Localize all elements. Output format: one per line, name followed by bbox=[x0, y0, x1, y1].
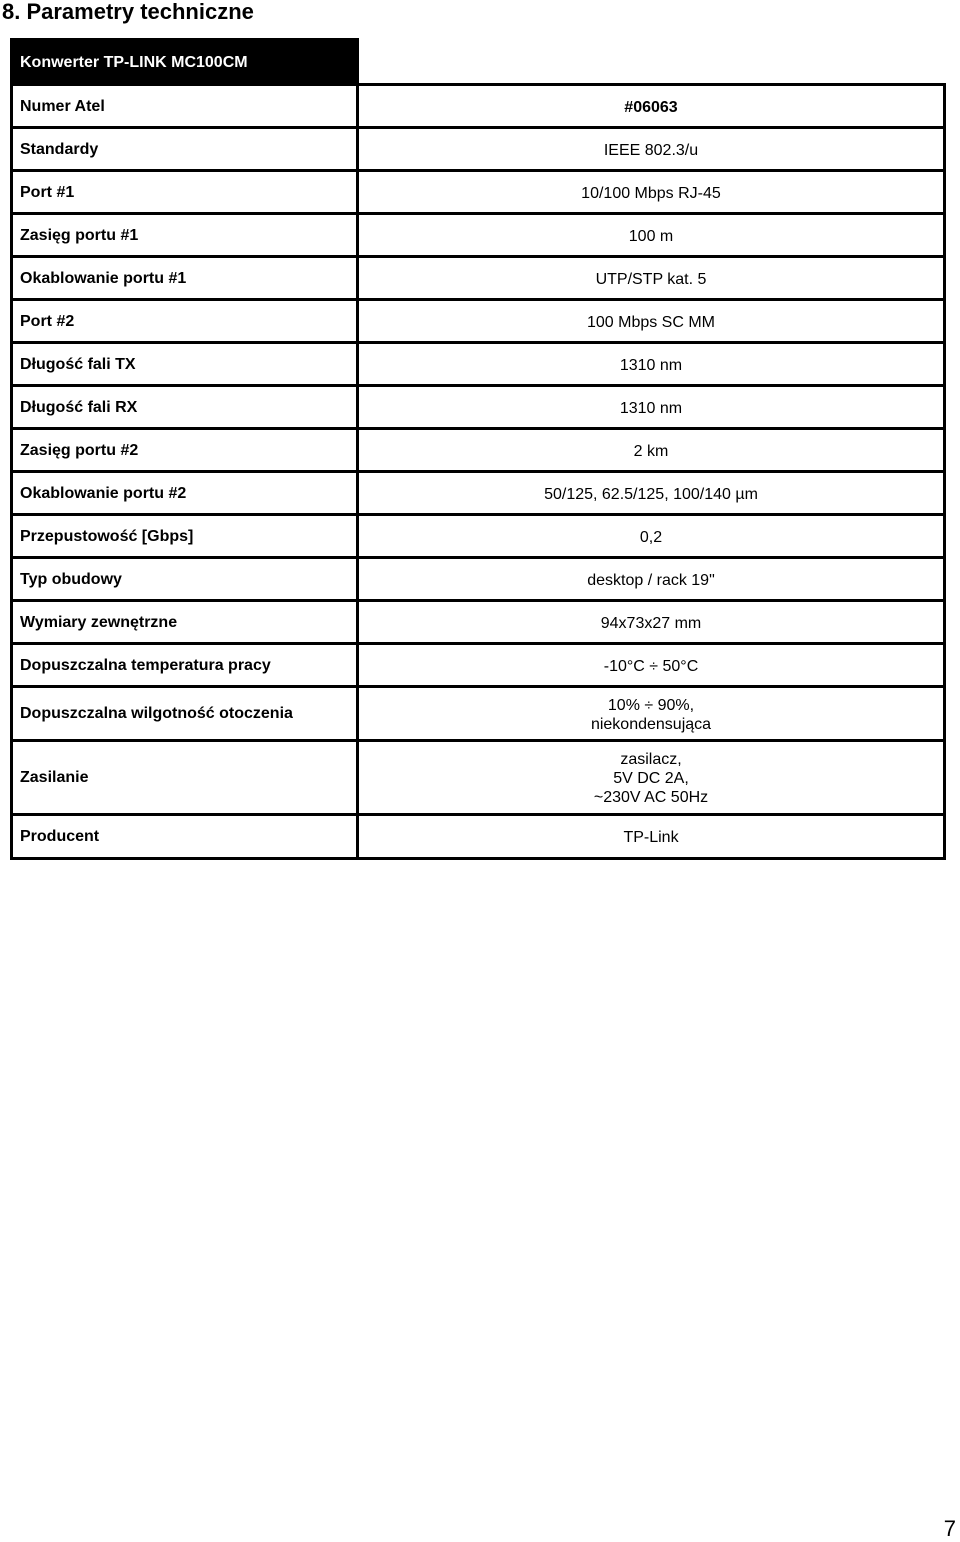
table-header-cell: Konwerter TP-LINK MC100CM bbox=[12, 40, 358, 85]
row-label: Zasięg portu #2 bbox=[12, 429, 358, 472]
row-label: Dopuszczalna temperatura pracy bbox=[12, 644, 358, 687]
table-row bbox=[12, 741, 945, 815]
row-value-line: zasilacz, bbox=[620, 751, 682, 768]
row-value: 1310 nm bbox=[358, 343, 945, 386]
table-row bbox=[12, 687, 945, 741]
table-row bbox=[12, 343, 945, 386]
row-label: Dopuszczalna wilgotność otoczenia bbox=[12, 687, 358, 741]
row-value: -10°C ÷ 50°C bbox=[358, 644, 945, 687]
row-value: 50/125, 62.5/125, 100/140 µm bbox=[358, 472, 945, 515]
table-row bbox=[12, 815, 945, 859]
page-number: 7 bbox=[943, 1516, 956, 1541]
table-header-row bbox=[12, 40, 945, 85]
row-value: 2 km bbox=[358, 429, 945, 472]
row-label: Numer Atel bbox=[12, 85, 358, 128]
table-row bbox=[12, 515, 945, 558]
table-row bbox=[12, 171, 945, 214]
table-row bbox=[12, 558, 945, 601]
row-label: Port #1 bbox=[12, 171, 358, 214]
row-value: 1310 nm bbox=[358, 386, 945, 429]
row-value: TP-Link bbox=[358, 815, 945, 859]
row-label: Typ obudowy bbox=[12, 558, 358, 601]
row-label: Okablowanie portu #2 bbox=[12, 472, 358, 515]
row-label: Długość fali TX bbox=[12, 343, 358, 386]
row-label: Wymiary zewnętrzne bbox=[12, 601, 358, 644]
row-label: Zasilanie bbox=[12, 741, 358, 815]
row-value: IEEE 802.3/u bbox=[358, 128, 945, 171]
row-value bbox=[358, 687, 945, 741]
row-value: 94x73x27 mm bbox=[358, 601, 945, 644]
row-value: 10/100 Mbps RJ-45 bbox=[358, 171, 945, 214]
table-header-blank bbox=[358, 40, 945, 85]
table-row bbox=[12, 601, 945, 644]
table-row bbox=[12, 300, 945, 343]
row-value: 0,2 bbox=[358, 515, 945, 558]
row-value bbox=[358, 741, 945, 815]
row-value: desktop / rack 19" bbox=[358, 558, 945, 601]
row-value-line: niekondensująca bbox=[590, 715, 712, 733]
row-label: Standardy bbox=[12, 128, 358, 171]
spec-table bbox=[10, 38, 946, 860]
row-label: Długość fali RX bbox=[12, 386, 358, 429]
row-value: UTP/STP kat. 5 bbox=[358, 257, 945, 300]
row-value: #06063 bbox=[358, 85, 945, 128]
table-row bbox=[12, 85, 945, 128]
table-row bbox=[12, 472, 945, 515]
table-row bbox=[12, 128, 945, 171]
row-value-line: ~230V AC 50Hz bbox=[593, 789, 709, 806]
table-row bbox=[12, 386, 945, 429]
section-title: 8. Parametry techniczne bbox=[2, 0, 254, 24]
table-row bbox=[12, 257, 945, 300]
row-label: Okablowanie portu #1 bbox=[12, 257, 358, 300]
row-value-line: 10% ÷ 90%, bbox=[607, 696, 695, 714]
row-label: Port #2 bbox=[12, 300, 358, 343]
table-row bbox=[12, 644, 945, 687]
table-row bbox=[12, 214, 945, 257]
row-value: 100 m bbox=[358, 214, 945, 257]
row-label: Przepustowość [Gbps] bbox=[12, 515, 358, 558]
row-label: Producent bbox=[12, 815, 358, 859]
row-label: Zasięg portu #1 bbox=[12, 214, 358, 257]
row-value: 100 Mbps SC MM bbox=[358, 300, 945, 343]
row-value-line: 5V DC 2A, bbox=[613, 770, 689, 787]
table-row bbox=[12, 429, 945, 472]
